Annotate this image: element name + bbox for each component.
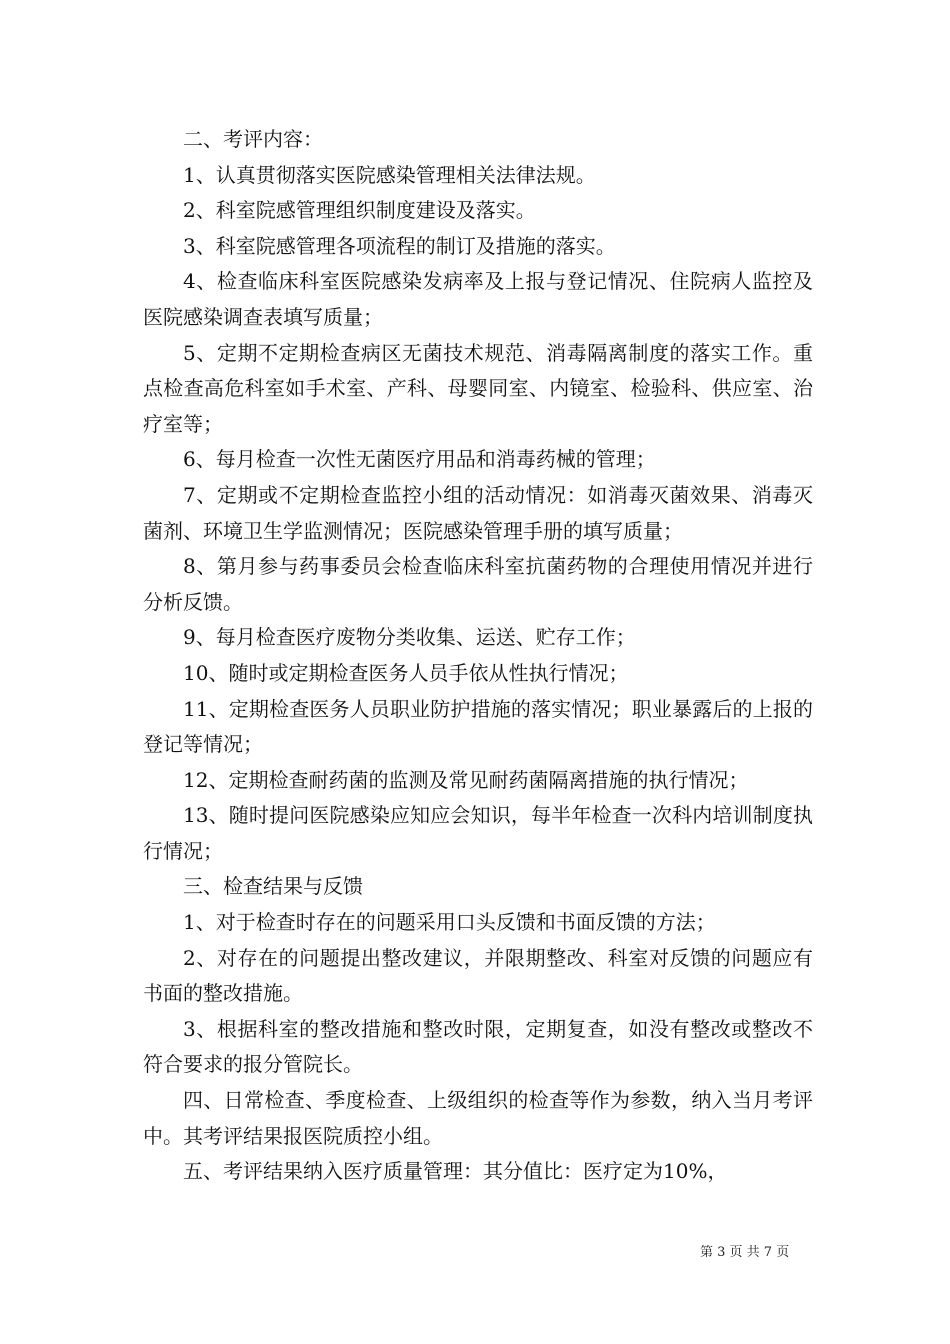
- paragraph-item: 13、随时提问医院感染应知应会知识，每半年检查一次科内培训制度执行情况；: [143, 803, 813, 863]
- paragraph-item: 3、科室院感管理各项流程的制订及措施的落实。: [183, 233, 616, 258]
- paragraph-item: 3、根据科室的整改措施和整改时限，定期复查，如没有整改或整改不符合要求的报分管院长。: [143, 1016, 813, 1077]
- paragraph-item: 7、定期或不定期检查监控小组的活动情况：如消毒灭菌效果、消毒灭菌剂、环境卫生学监测情况；医院感染管理手册的填写质量；: [143, 482, 813, 543]
- paragraph-item: 10、随时或定期检查医务人员手依从性执行情况；: [183, 660, 629, 685]
- paragraph-item: 2、科室院感管理组织制度建设及落实。: [183, 198, 536, 223]
- paragraph-item: 8、第月参与药事委员会检查临床科室抗菌药物的合理使用情况并进行分析反馈。: [143, 554, 813, 614]
- paragraph-item: 2、对存在的问题提出整改建议，并限期整改、科室对反馈的问题应有书面的整改措施。: [143, 945, 813, 1006]
- paragraph-item: 12、定期检查耐药菌的监测及常见耐药菌隔离措施的执行情况；: [183, 767, 749, 792]
- page-number-footer: 第 3 页 共 7 页: [700, 1245, 790, 1260]
- paragraph-item: 5、定期不定期检查病区无菌技术规范、消毒隔离制度的落实工作。重点检查高危科室如手术室、产科、母婴同室、内镜室、检验科、供应室、治疗室等；: [143, 340, 813, 436]
- paragraph-item: 6、每月检查一次性无菌医疗用品和消毒药械的管理；: [183, 447, 656, 472]
- section-heading-evaluation-content: 二、考评内容：: [183, 127, 323, 151]
- paragraph-item: 1、认真贯彻落实医院感染管理相关法律法规。: [183, 162, 596, 187]
- paragraph-item: 9、每月检查医疗废物分类收集、运送、贮存工作；: [183, 625, 636, 650]
- section-heading-quality-management: 五、考评结果纳入医疗质量管理：其分值比：医疗定为10%，: [183, 1159, 728, 1184]
- paragraph-item: 4、检查临床科室医院感染发病率及上报与登记情况、住院病人监控及医院感染调查表填写质量；: [143, 269, 813, 329]
- section-heading-results-feedback: 三、检查结果与反馈: [183, 874, 363, 899]
- paragraph-item: 11、定期检查医务人员职业防护措施的落实情况；职业暴露后的上报的登记等情况；: [143, 696, 813, 757]
- document-body: [143, 122, 813, 1190]
- paragraph-item: 1、对于检查时存在的问题采用口头反馈和书面反馈的方法；: [183, 910, 716, 935]
- section-heading-daily-inspection: 四、日常检查、季度检查、上级组织的检查等作为参数，纳入当月考评中。其考评结果报医院质控小组。: [143, 1088, 813, 1148]
